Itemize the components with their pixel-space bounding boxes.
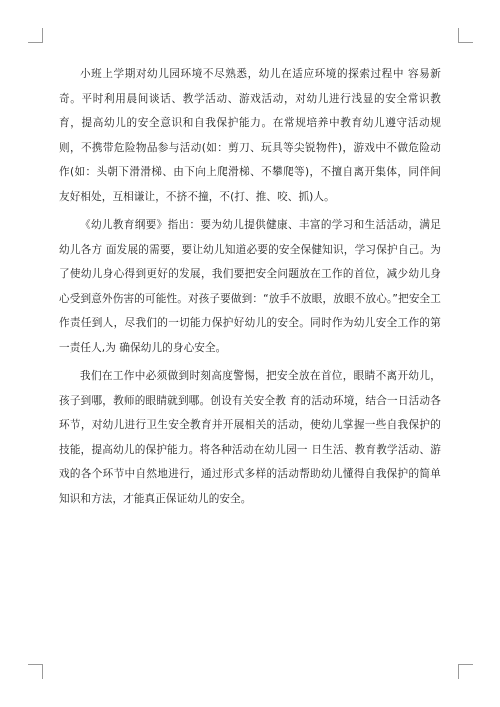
paragraph-2: 《幼儿教育纲要》指出：要为幼儿提供健康、丰富的学习和生活活动，满足幼儿各方 面发展的需要，要让幼儿知道必要的安全保健知识，学习保护自己。为了使幼儿身心得到更好的发展，我们要把安全问题放在工作的首位，减少幼儿身心受到意外伤害的可能性。对孩子要做到：“放手不放眼，放眼不放心。”把安全工作责任到人，尽我们的一切能力保护好幼儿的安全。同时作为幼儿安全工作的第一责任人,为 确保幼儿的身心安全。 — [59, 219, 441, 354]
crop-mark-bottom-right — [458, 664, 473, 679]
paragraph-1: 小班上学期对幼儿园环境不尽熟悉，幼儿在适应环境的探索过程中 容易新奇。平时利用晨间谈话、教学活动、游戏活动，对幼儿进行浅显的安全常识教育，提高幼儿的安全意识和自我保护能力。在常规培养中教育幼儿遵守活动规 则，不携带危险物品参与活动(如：剪刀、玩具等尖锐物件)，游戏中不做危险动作(如：头朝下滑滑梯、由下向上爬滑梯、不攀爬等)，不擅自离开集体，同伴间 友好相处，互相谦让，不挤不撞，不(打、推、咬、抓)人。 — [59, 68, 441, 203]
crop-mark-top-right — [458, 28, 473, 43]
document-body — [59, 62, 441, 515]
paragraph-3: 我们在工作中必须做到时刻高度警惕，把安全放在首位，眼睛不离开幼儿，孩子到哪，教师的眼睛就到哪。创设有关安全教 育的活动环境，结合一日活动各环节，对幼儿进行卫生安全教育并开展相关的活动，使幼儿掌握一些自我保护的技能，提高幼儿的保护能力。将各种活动在幼儿园一 日生活、教育教学活动、游戏的各个环节中自然地进行，通过形式多样的活动帮助幼儿懂得自我保护的简单知识和方法，才能真正保证幼儿的安全。 — [59, 370, 441, 505]
crop-mark-top-left — [28, 28, 43, 43]
crop-mark-bottom-left — [28, 664, 43, 679]
